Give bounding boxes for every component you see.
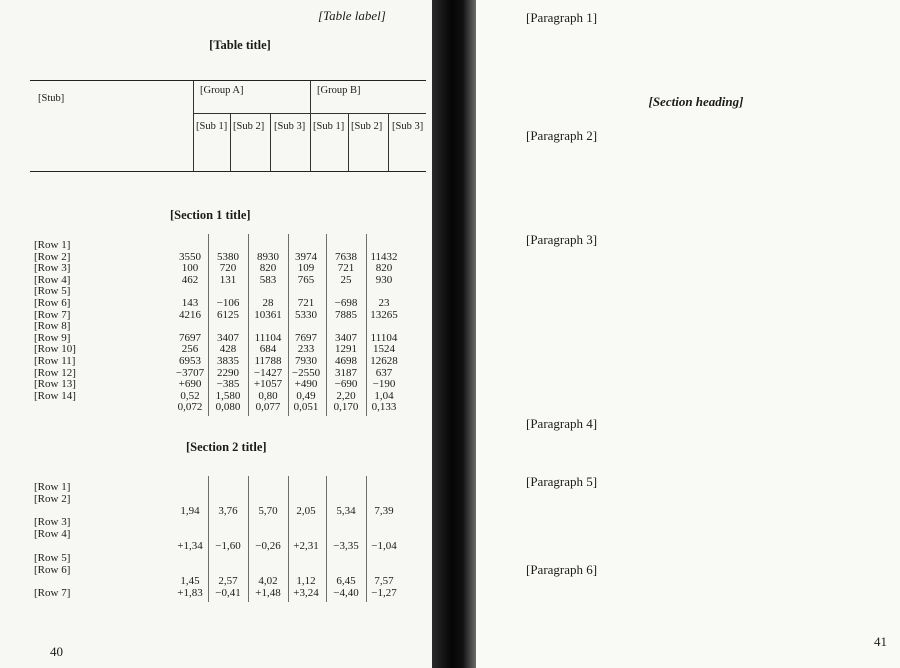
row-label: [Row 6]: [34, 297, 71, 309]
column-rule: [288, 234, 289, 416]
column-rule: [248, 476, 249, 602]
table-cell: +490: [294, 378, 318, 391]
table-cell: 6953: [179, 355, 201, 367]
table-cell: 6,45: [336, 575, 356, 588]
table-cell: 23: [378, 297, 390, 309]
paragraph: [Paragraph 3]: [526, 232, 598, 247]
paragraph: [Paragraph 5]: [526, 474, 598, 489]
table-cell: 721: [337, 262, 355, 275]
table-cell: 13265: [370, 308, 398, 321]
header-group-1: [Group A]: [200, 85, 244, 96]
table-cell: 11104: [254, 331, 282, 344]
table-cell: 0,051: [293, 401, 319, 414]
table-cell: −3707: [175, 366, 205, 379]
header-sub: [Sub 2]: [351, 121, 383, 132]
table-cell: 0,80: [258, 389, 278, 402]
table-cell: 0,080: [215, 401, 241, 414]
column-rule: [208, 234, 209, 416]
table-cell: 583: [259, 273, 277, 286]
header-group-2: [Group B]: [317, 85, 361, 96]
table-cell: 7930: [295, 355, 317, 367]
table-cell: 1,580: [215, 389, 241, 402]
table-cell: 428: [219, 343, 237, 356]
table-cell: 462: [181, 273, 199, 286]
row-label: [Row 3]: [34, 516, 71, 529]
table-cell: 28: [262, 297, 274, 309]
row-label: [Row 9]: [34, 331, 71, 344]
table-cell: 233: [297, 343, 315, 356]
table-cell: 11432: [370, 250, 398, 263]
table-cell: 0,077: [255, 401, 281, 414]
table-cell: 100: [181, 262, 199, 275]
row-label: [Row 13]: [34, 378, 76, 391]
table-cell: 3974: [295, 250, 317, 263]
right-page: [476, 0, 900, 668]
table-label: [Table label]: [318, 8, 386, 23]
row-label: [Row 12]: [34, 366, 76, 379]
column-rule: [366, 234, 367, 416]
table-cell: 7,57: [374, 575, 394, 588]
table-cell: 7638: [335, 250, 357, 263]
row-label: [Row 4]: [34, 528, 71, 541]
table-cell: −2550: [291, 366, 321, 379]
table-cell: 12628: [370, 355, 398, 367]
table-cell: +2,31: [293, 540, 319, 552]
table-cell: 5380: [217, 250, 239, 263]
table-cell: 5,34: [336, 504, 356, 517]
table-cell: −698: [334, 297, 358, 309]
column-rule: [366, 476, 367, 602]
column-rule: [248, 234, 249, 416]
row-label: [Row 5]: [34, 551, 71, 564]
table-cell: +1,83: [177, 587, 203, 600]
table-cell: 820: [259, 262, 277, 275]
table-cell: 256: [181, 343, 199, 356]
table-cell: 8930: [257, 250, 279, 263]
section-heading: [Section heading]: [648, 94, 744, 109]
table-cell: −1,04: [371, 540, 397, 552]
table-cell: 6125: [217, 308, 239, 321]
paragraph: [Paragraph 2]: [526, 128, 598, 143]
table-cell: +1057: [253, 378, 283, 391]
table-cell: 1,04: [374, 389, 394, 402]
table-cell: 0,49: [296, 389, 316, 402]
table-cell: 1,94: [180, 504, 200, 517]
row-label: [Row 7]: [34, 308, 71, 321]
table-cell: +1,48: [255, 587, 281, 600]
table-cell: +1,34: [177, 540, 203, 552]
table-cell: 684: [259, 343, 277, 356]
table-cell: 2290: [217, 366, 239, 379]
table-cell: 109: [297, 262, 315, 275]
table-cell: 3407: [217, 331, 239, 344]
table-cell: 5330: [295, 308, 317, 321]
column-rule: [326, 234, 327, 416]
table-cell: 7,39: [374, 504, 394, 517]
table-cell: +690: [178, 378, 202, 391]
row-label: [Row 8]: [34, 320, 71, 333]
table-title: [Table title]: [209, 38, 271, 52]
table-cell: 2,05: [296, 504, 316, 517]
table-cell: 0,52: [180, 389, 200, 402]
table-cell: −0,41: [215, 587, 241, 600]
row-label: [Row 2]: [34, 250, 71, 263]
table-cell: −1,27: [371, 587, 397, 600]
paragraph: [Paragraph 4]: [526, 416, 598, 431]
table-cell: 7697: [295, 331, 317, 344]
table-cell: 820: [375, 262, 393, 275]
table-cell: 1291: [335, 343, 357, 356]
table-cell: 11104: [370, 331, 398, 344]
page-number-left: 40: [50, 644, 63, 659]
table-cell: −1,60: [215, 540, 241, 552]
header-stub: [Stub]: [38, 93, 65, 104]
section-1-title: [Section 1 title]: [170, 208, 251, 222]
row-label: [Row 1]: [34, 239, 71, 251]
table-cell: 143: [181, 297, 199, 309]
header-sub: [Sub 2]: [233, 121, 265, 132]
table-cell: −385: [216, 378, 240, 391]
row-label: [Row 14]: [34, 389, 76, 402]
table-cell: 4216: [179, 308, 201, 321]
table-cell: 5,70: [258, 504, 278, 517]
table-cell: −1427: [253, 366, 283, 379]
book-gutter: [432, 0, 476, 668]
table-cell: −4,40: [333, 587, 359, 600]
table-cell: −690: [334, 378, 358, 391]
row-label: [Row 11]: [34, 355, 76, 367]
row-label: [Row 6]: [34, 563, 71, 576]
header-sub: [Sub 1]: [196, 121, 228, 132]
left-page: [0, 0, 432, 668]
table-cell: 7697: [179, 331, 201, 344]
table-cell: 4698: [335, 355, 357, 367]
column-rule: [326, 476, 327, 602]
table-cell: −106: [216, 297, 240, 309]
table-cell: 0,133: [371, 401, 397, 414]
paragraph: [Paragraph 6]: [526, 562, 598, 577]
table-cell: +3,24: [293, 587, 319, 600]
row-label: [Row 5]: [34, 285, 71, 298]
table-cell: 765: [297, 273, 315, 286]
row-label: [Row 1]: [34, 481, 71, 493]
table-cell: 25: [340, 273, 352, 286]
row-label: [Row 10]: [34, 343, 76, 356]
table-cell: 3,76: [218, 504, 238, 517]
table-cell: −190: [372, 378, 396, 391]
table-cell: 1,45: [180, 575, 200, 588]
table-cell: 2,57: [218, 575, 238, 588]
table-cell: −0,26: [255, 540, 281, 552]
row-label: [Row 3]: [34, 262, 71, 275]
table-cell: 3550: [179, 250, 201, 263]
table-cell: 7885: [335, 308, 357, 321]
section-2-title: [Section 2 title]: [186, 440, 267, 454]
paragraph: [Paragraph 1]: [526, 10, 598, 25]
table-cell: 131: [219, 273, 237, 286]
row-label: [Row 4]: [34, 273, 71, 286]
table-cell: 4,02: [258, 575, 278, 588]
table-cell: 0,072: [177, 401, 203, 414]
table-cell: 1524: [373, 343, 395, 356]
header-sub: [Sub 3]: [392, 121, 424, 132]
row-label: [Row 7]: [34, 587, 71, 600]
column-rule: [288, 476, 289, 602]
header-sub: [Sub 3]: [274, 121, 306, 132]
table-header: [30, 80, 426, 172]
column-rule: [208, 476, 209, 602]
table-cell: 1,12: [296, 575, 316, 588]
table-cell: 0,170: [333, 401, 359, 414]
table-cell: 2,20: [336, 389, 356, 402]
table-cell: 3407: [335, 331, 357, 344]
row-label: [Row 2]: [34, 492, 71, 505]
table-cell: 11788: [254, 355, 282, 367]
table-cell: 10361: [254, 308, 282, 321]
table-cell: 720: [219, 262, 237, 275]
table-cell: 3187: [335, 366, 357, 379]
table-cell: 637: [375, 366, 393, 379]
page-number-right: 41: [874, 634, 887, 649]
table-cell: −3,35: [333, 540, 359, 552]
table-cell: 930: [375, 273, 393, 286]
table-cell: 721: [297, 297, 315, 309]
header-sub: [Sub 1]: [313, 121, 345, 132]
table-cell: 3835: [217, 355, 239, 367]
